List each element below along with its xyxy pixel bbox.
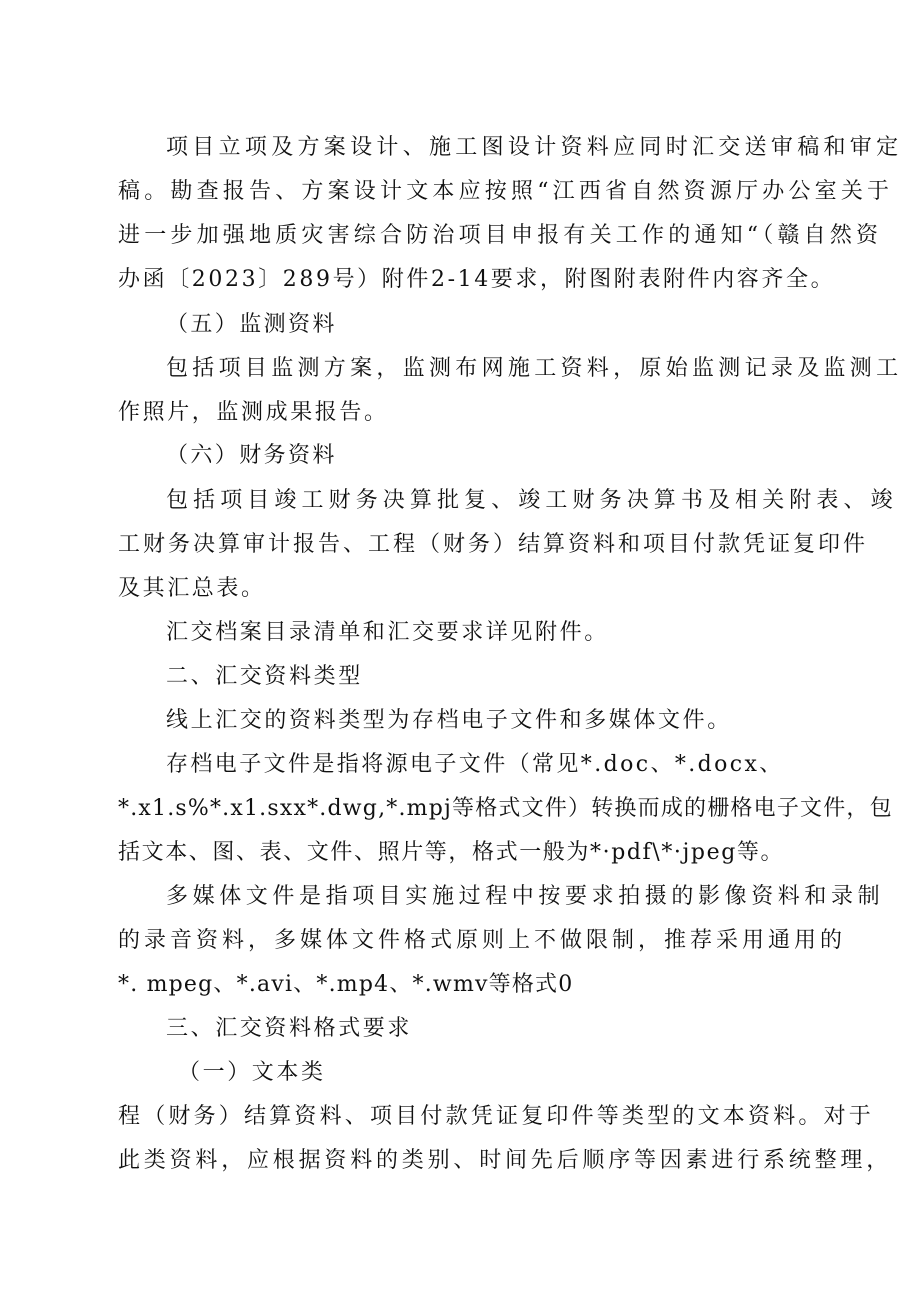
text-line: 包括项目竣工财务决算批复、竣工财务决算书及相关附表、竣	[166, 488, 898, 513]
section-heading: 二、汇交资料类型	[166, 664, 363, 689]
text-line: 办函〔2023〕289号）附件2-14要求，附图附表附件内容齐全。	[118, 267, 836, 292]
text-line: 及其汇总表。	[118, 576, 266, 601]
text-line: 的录音资料，多媒体文件格式原则上不做限制，推荐采用通用的	[118, 928, 847, 953]
text-line: *. mpeg、*.avi、*.mp4、*.wmv等格式0	[118, 972, 574, 997]
text-line: 稿。勘查报告、方案设计文本应按照“江西省自然资源厅办公室关于	[118, 179, 894, 204]
text-line: 进一步加强地质灾害综合防治项目申报有关工作的通知“（赣自然资	[118, 223, 883, 248]
text-line: 作照片，监测成果报告。	[118, 400, 389, 425]
text-line: *.x1.s%*.x1.sxx*.dwg,*.mpj等格式文件）转换而成的栅格电子文件，包	[118, 796, 893, 821]
text-line: 多媒体文件是指项目实施过程中按要求拍摄的影像资料和录制	[166, 884, 885, 909]
section-heading: 三、汇交资料格式要求	[166, 1016, 413, 1041]
text-line: 线上汇交的资料类型为存档电子文件和多媒体文件。	[166, 708, 732, 733]
text-line: 此类资料，应根据资料的类别、时间先后顺序等因素进行系统整理，	[118, 1148, 893, 1173]
text-line: 汇交档案目录清单和汇交要求详见附件。	[166, 620, 609, 645]
section-heading: （五）监测资料	[166, 312, 337, 337]
text-line: 程（财务）结算资料、项目付款凭证复印件等类型的文本资料。对于	[118, 1104, 875, 1129]
text-line: 存档电子文件是指将源电子文件（常见*.doc、*.docx、	[166, 752, 784, 777]
text-line: 包括项目监测方案，监测布网施工资料，原始监测记录及监测工	[166, 356, 903, 381]
text-line: 工财务决算审计报告、工程（财务）结算资料和项目付款凭证复印件	[118, 532, 869, 557]
text-line: 括文本、图、表、文件、照片等，格式一般为*·pdf\*·jpeg等。	[118, 840, 785, 865]
section-heading: （一）文本类	[178, 1060, 326, 1085]
section-heading: （六）财务资料	[166, 443, 337, 468]
text-line: 项目立项及方案设计、施工图设计资料应同时汇交送审稿和审定	[166, 135, 903, 160]
